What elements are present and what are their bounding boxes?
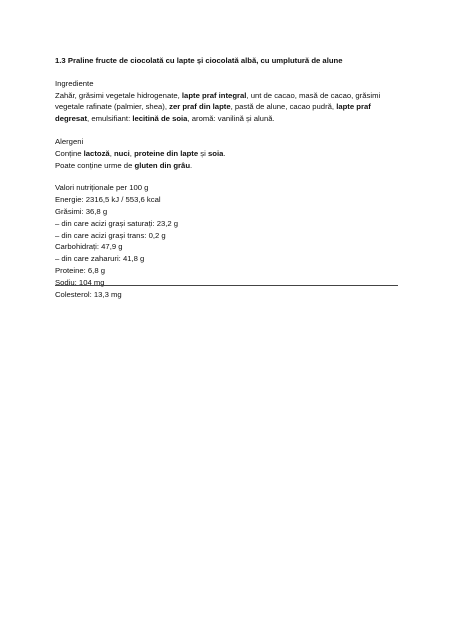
text-run: , aromă: vanilină și alună. <box>187 114 275 124</box>
text-run: . <box>190 160 193 170</box>
allergens-section <box>55 136 400 171</box>
bold-term: nuci <box>113 148 130 158</box>
nutrition-line: – din care acizi grași saturați: 23,2 g <box>55 218 179 228</box>
nutrition-line: – din care zaharuri: 41,8 g <box>55 254 145 264</box>
ingredients-label: Ingrediente <box>55 78 94 88</box>
nutrition-line: Proteine: 6,8 g <box>55 265 106 275</box>
product-sheet <box>55 55 400 311</box>
text-run: și <box>198 148 208 158</box>
bold-term: gluten din grâu <box>134 160 191 170</box>
text-run: Conține <box>55 148 84 158</box>
bold-term: lapte praf degresat <box>55 102 371 124</box>
ingredients-section <box>55 78 400 125</box>
product-heading: 1.3 Praline fructe de ciocolată cu lapte și ciocolată albă, cu umplutură de alune <box>55 56 343 65</box>
text-run: , <box>109 148 114 158</box>
bold-term: soia <box>207 148 224 158</box>
nutrition-section <box>55 182 400 300</box>
nutrition-line: – din care acizi grași trans: 0,2 g <box>55 230 166 240</box>
nutrition-line: Energie: 2316,5 kJ / 553,6 kcal <box>55 195 161 205</box>
nutrition-line: Colesterol: 13,3 mg <box>55 289 122 299</box>
text-run: Poate conține urme de <box>55 160 135 170</box>
bold-term: proteine din lapte <box>134 148 199 158</box>
allergens-contains <box>55 148 400 160</box>
bold-term: lactoză <box>83 148 110 158</box>
nutrition-line: Sodiu: 104 mg <box>55 277 105 287</box>
text-run: . <box>223 148 226 158</box>
text-run: , unt de cacao, masă de cacao, grăsimi vegetale rafinate (palmier, shea), <box>55 90 381 112</box>
bold-term: lecitină de soia <box>132 114 188 124</box>
text-run: , emulsifiant: <box>87 114 133 124</box>
nutrition-line: Carbohidrați: 47,9 g <box>55 242 123 252</box>
text-run: , <box>129 148 135 158</box>
allergens-may-contain <box>55 160 400 172</box>
horizontal-divider <box>55 285 398 286</box>
bold-term: lapte praf integral <box>181 90 247 100</box>
text-run: Zahăr, grăsimi vegetale hidrogenate, <box>55 90 182 100</box>
bold-term: zer praf din lapte <box>169 102 231 112</box>
allergens-label: Alergeni <box>55 136 84 146</box>
nutrition-label: Valori nutriționale per 100 g <box>55 183 149 193</box>
text-run: , pastă de alune, cacao pudră, <box>230 102 337 112</box>
nutrition-line: Grăsimi: 36,8 g <box>55 206 108 216</box>
ingredients-text <box>55 90 400 125</box>
